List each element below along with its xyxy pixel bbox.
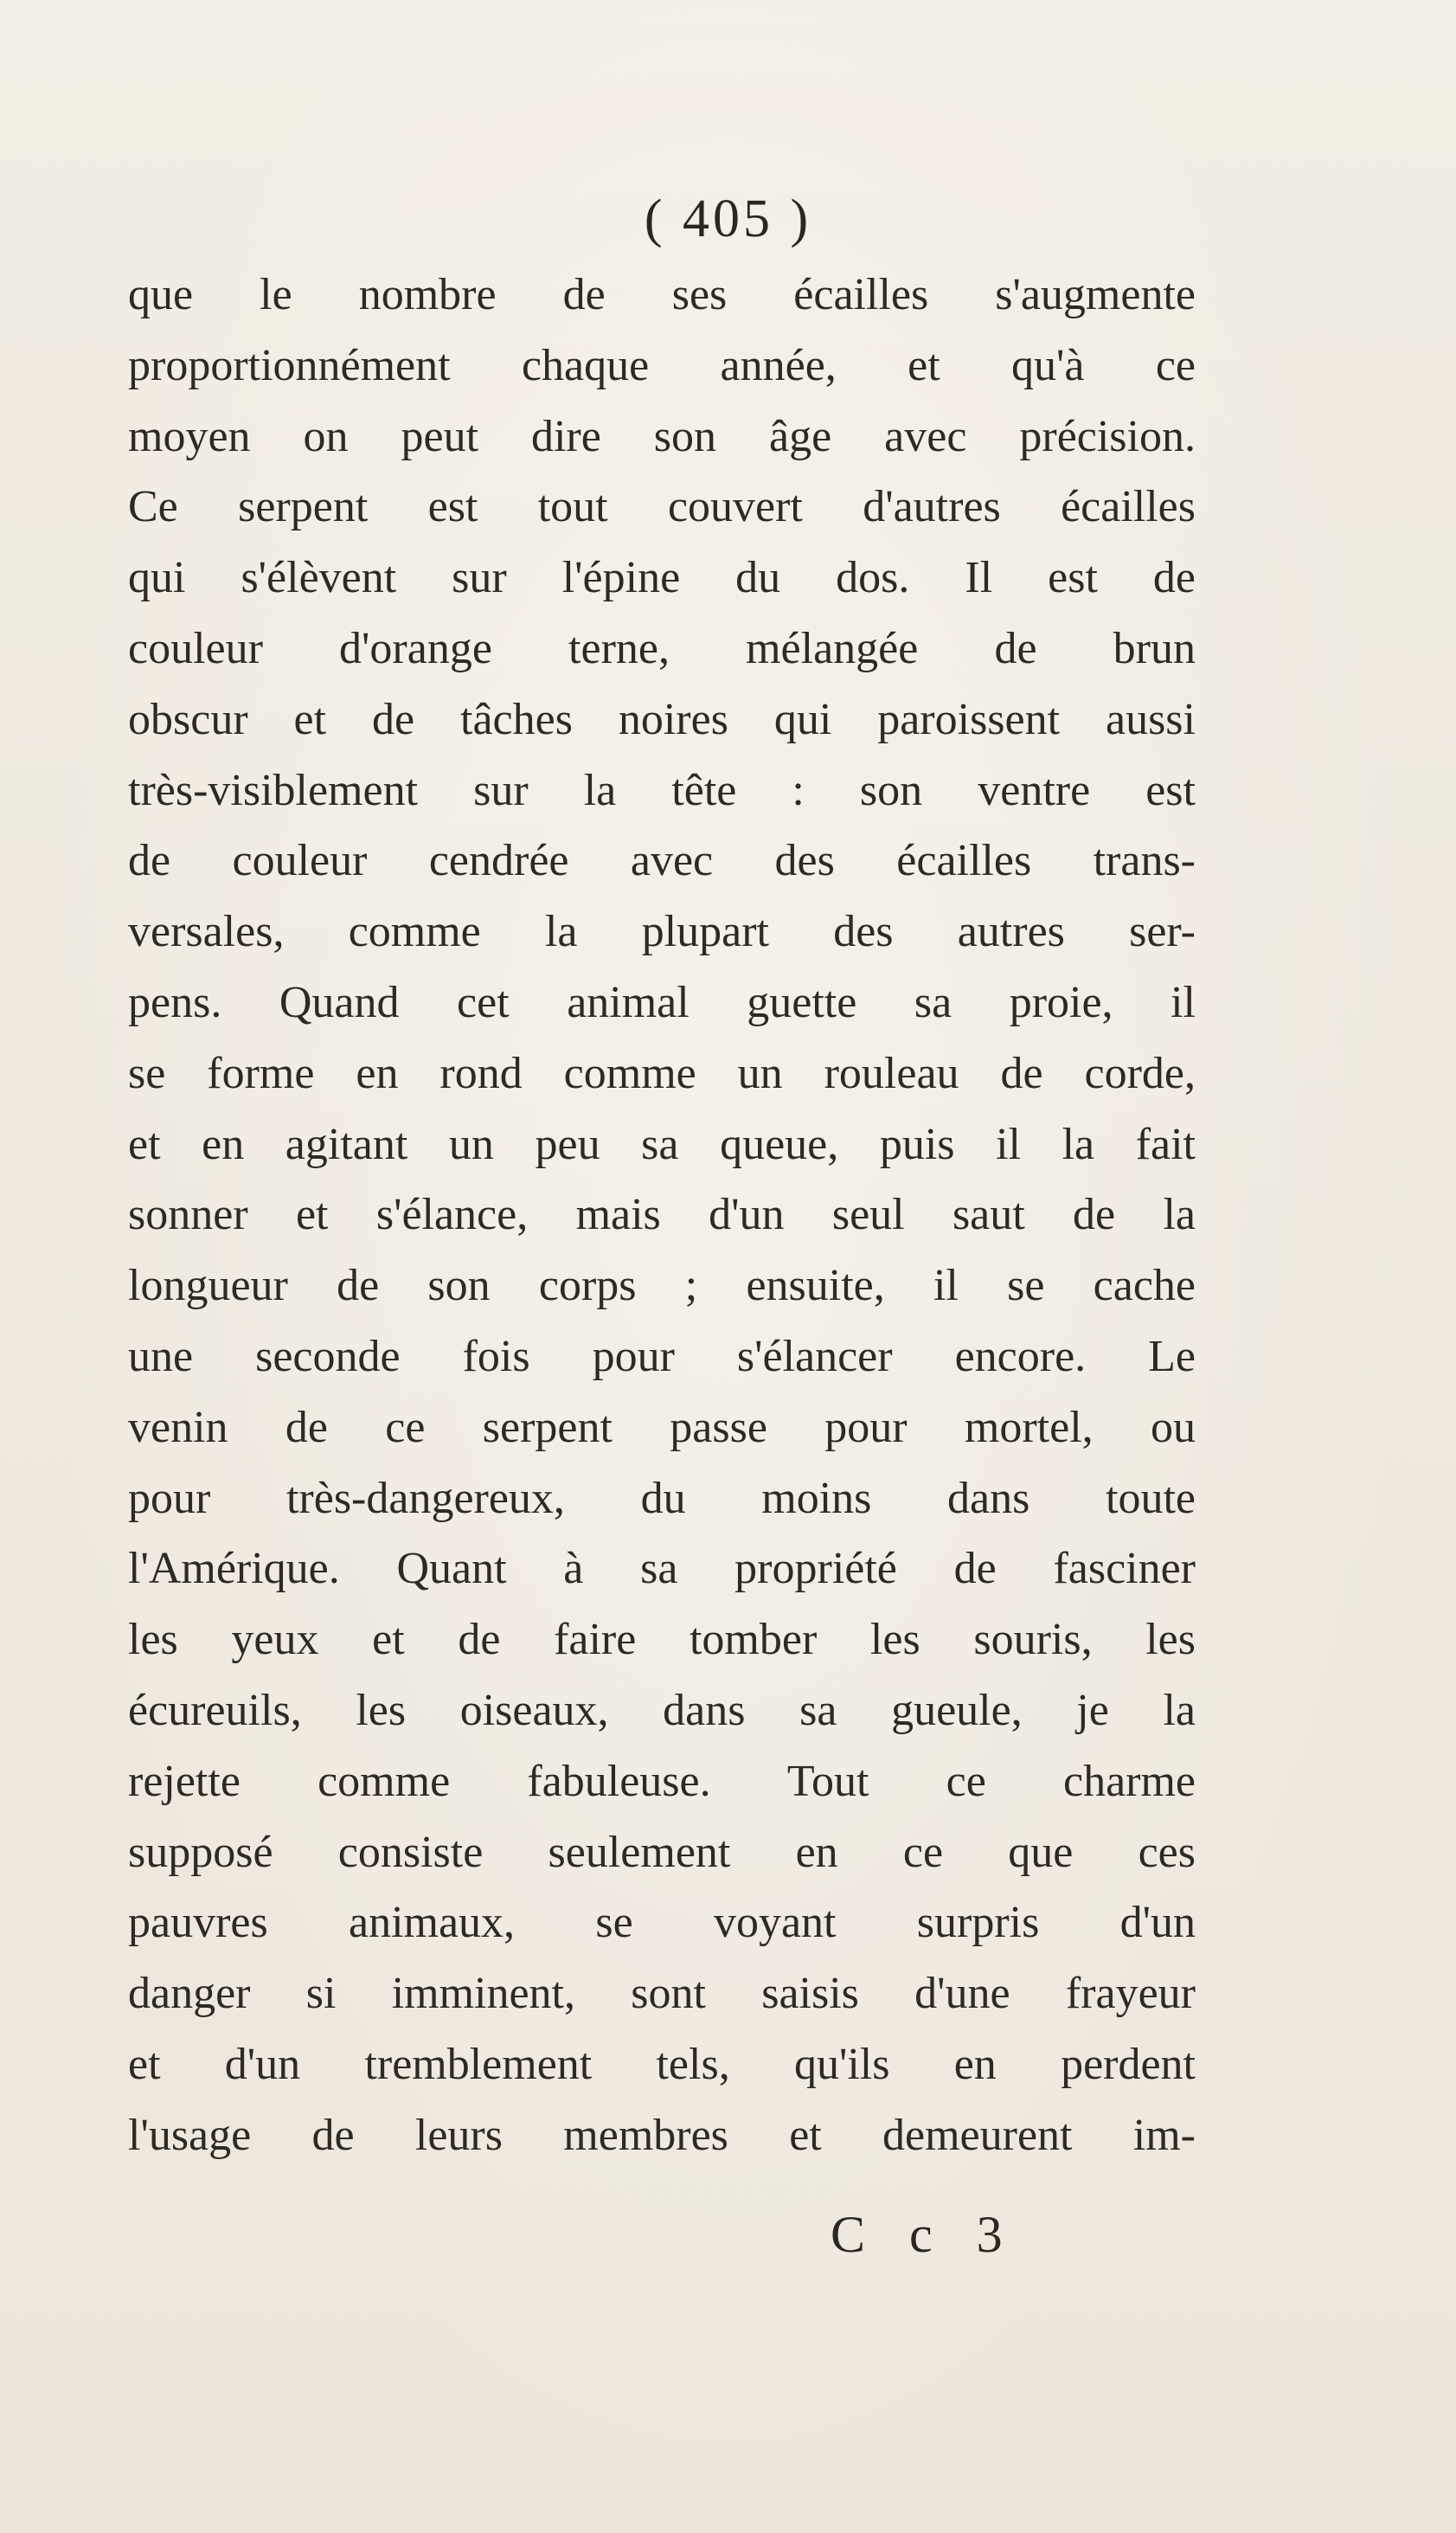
text-line: venin de ce serpent passe pour mortel, ou (128, 1402, 1196, 1452)
text-line: pour très-dangereux, du moins dans toute (128, 1473, 1196, 1523)
text-line: pens. Quand cet animal guette sa proie, il (128, 977, 1196, 1027)
text-line: et d'un tremblement tels, qu'ils en perdent (128, 2039, 1196, 2089)
text-line: danger si imminent, sont saisis d'une frayeur (128, 1969, 1196, 2019)
text-line: longueur de son corps ; ensuite, il se cache (128, 1261, 1196, 1311)
text-line: et en agitant un peu sa queue, puis il la fait (128, 1119, 1196, 1169)
text-line: proportionnément chaque année, et qu'à ce (128, 340, 1196, 390)
text-line: Ce serpent est tout couvert d'autres écailles (128, 482, 1196, 532)
text-line: moyen on peut dire son âge avec précision. (128, 411, 1196, 461)
text-line: supposé consiste seulement en ce que ces (128, 1827, 1196, 1877)
text-line: rejette comme fabuleuse. Tout ce charme (128, 1756, 1196, 1806)
text-line: couleur d'orange terne, mélangée de brun (128, 623, 1196, 673)
text-line: se forme en rond comme un rouleau de corde, (128, 1048, 1196, 1098)
text-line: de couleur cendrée avec des écailles trans- (128, 836, 1196, 886)
body-text (128, 260, 1196, 2171)
text-line: sonner et s'élance, mais d'un seul saut de la (128, 1190, 1196, 1240)
text-line: une seconde fois pour s'élancer encore. Le (128, 1331, 1196, 1381)
text-line: l'Amérique. Quant à sa propriété de fasciner (128, 1544, 1196, 1594)
text-line: très-visiblement sur la tête : son ventre est (128, 765, 1196, 815)
text-line: les yeux et de faire tomber les souris, les (128, 1615, 1196, 1665)
text-line: versales, comme la plupart des autres ser- (128, 907, 1196, 957)
text-line: l'usage de leurs membres et demeurent im- (128, 2110, 1196, 2160)
text-line: obscur et de tâches noires qui paroissent aussi (128, 694, 1196, 744)
text-line: pauvres animaux, se voyant surpris d'un (128, 1898, 1196, 1948)
text-line: écureuils, les oiseaux, dans sa gueule, je la (128, 1685, 1196, 1735)
text-line: que le nombre de ses écailles s'augmente (128, 270, 1196, 319)
page-number: ( 405 ) (644, 190, 812, 248)
signature-mark: C c 3 (831, 2206, 1018, 2263)
text-line: qui s'élèvent sur l'épine du dos. Il est de (128, 553, 1196, 603)
